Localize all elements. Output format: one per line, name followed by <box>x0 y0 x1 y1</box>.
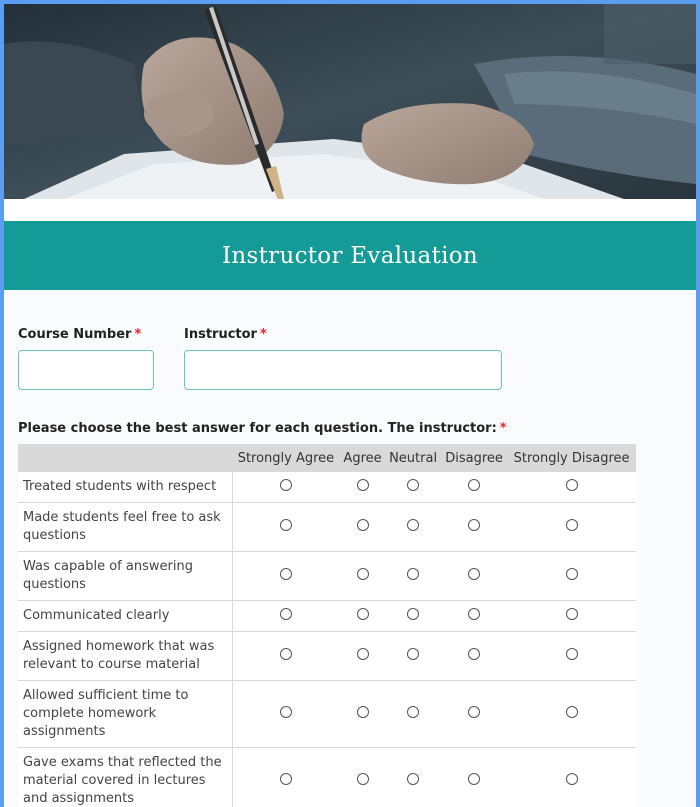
radio-cell <box>232 472 340 503</box>
instructor-label-text: Instructor <box>184 327 257 342</box>
rating-radio[interactable] <box>280 706 292 718</box>
matrix-row-statement: Was capable of answering questions <box>18 552 232 601</box>
radio-cell <box>507 552 636 601</box>
rating-radio[interactable] <box>566 706 578 718</box>
column-header: Strongly Disagree <box>507 444 636 472</box>
radio-cell <box>441 632 507 681</box>
radio-cell <box>507 632 636 681</box>
radio-cell <box>340 681 385 748</box>
radio-cell <box>340 632 385 681</box>
rating-radio[interactable] <box>566 608 578 620</box>
radio-cell <box>385 601 441 632</box>
matrix-question <box>18 421 507 436</box>
rating-radio[interactable] <box>407 519 419 531</box>
course-number-label <box>18 327 141 342</box>
radio-cell <box>441 748 507 807</box>
rating-radio[interactable] <box>280 773 292 785</box>
matrix-corner <box>18 444 232 472</box>
rating-radio[interactable] <box>566 519 578 531</box>
rating-radio[interactable] <box>280 568 292 580</box>
matrix-row-statement: Assigned homework that was relevant to course material <box>18 632 232 681</box>
matrix-row <box>18 552 636 601</box>
rating-radio[interactable] <box>407 608 419 620</box>
header-gap <box>4 199 696 221</box>
radio-cell <box>340 601 385 632</box>
radio-cell <box>385 632 441 681</box>
rating-radio[interactable] <box>468 568 480 580</box>
instructor-input[interactable] <box>184 350 502 390</box>
matrix-row-statement: Gave exams that reflected the material covered in lectures and assignments <box>18 748 232 807</box>
rating-radio[interactable] <box>357 608 369 620</box>
title-bar <box>4 221 696 290</box>
required-mark: * <box>259 327 267 342</box>
matrix-question-text: Please choose the best answer for each question. The instructor: <box>18 421 497 436</box>
radio-cell <box>385 472 441 503</box>
radio-cell <box>441 472 507 503</box>
radio-cell <box>441 601 507 632</box>
matrix-row <box>18 601 636 632</box>
radio-cell <box>340 472 385 503</box>
radio-cell <box>441 503 507 552</box>
column-header: Neutral <box>385 444 441 472</box>
rating-matrix <box>18 444 636 807</box>
writing-hand-photo <box>4 4 696 199</box>
form-body <box>4 290 696 807</box>
radio-cell <box>385 552 441 601</box>
rating-radio[interactable] <box>280 648 292 660</box>
rating-radio[interactable] <box>468 479 480 491</box>
rating-radio[interactable] <box>357 706 369 718</box>
rating-radio[interactable] <box>566 568 578 580</box>
matrix-row <box>18 472 636 503</box>
rating-radio[interactable] <box>357 648 369 660</box>
radio-cell <box>385 503 441 552</box>
matrix-row-statement: Made students feel free to ask questions <box>18 503 232 552</box>
rating-radio[interactable] <box>566 479 578 491</box>
rating-radio[interactable] <box>468 706 480 718</box>
radio-cell <box>441 552 507 601</box>
rating-radio[interactable] <box>407 648 419 660</box>
rating-radio[interactable] <box>407 706 419 718</box>
matrix-row <box>18 748 636 807</box>
rating-radio[interactable] <box>407 568 419 580</box>
column-header: Disagree <box>441 444 507 472</box>
form-frame <box>4 4 696 807</box>
matrix-row <box>18 503 636 552</box>
radio-cell <box>441 681 507 748</box>
radio-cell <box>232 681 340 748</box>
rating-radio[interactable] <box>357 568 369 580</box>
rating-radio[interactable] <box>280 519 292 531</box>
rating-radio[interactable] <box>468 608 480 620</box>
required-mark: * <box>499 421 507 436</box>
rating-radio[interactable] <box>566 648 578 660</box>
matrix-body <box>18 472 636 807</box>
matrix-row-statement: Communicated clearly <box>18 601 232 632</box>
required-mark: * <box>134 327 142 342</box>
rating-radio[interactable] <box>468 773 480 785</box>
rating-radio[interactable] <box>468 648 480 660</box>
radio-cell <box>507 503 636 552</box>
rating-radio[interactable] <box>407 773 419 785</box>
rating-radio[interactable] <box>357 773 369 785</box>
radio-cell <box>232 601 340 632</box>
rating-radio[interactable] <box>407 479 419 491</box>
matrix-row <box>18 632 636 681</box>
column-header: Agree <box>340 444 385 472</box>
form-title: Instructor Evaluation <box>222 242 478 269</box>
matrix-row-statement: Treated students with respect <box>18 472 232 503</box>
column-header: Strongly Agree <box>232 444 340 472</box>
instructor-label <box>184 327 267 342</box>
radio-cell <box>385 681 441 748</box>
matrix-header-row <box>18 444 636 472</box>
course-number-input[interactable] <box>18 350 154 390</box>
radio-cell <box>232 632 340 681</box>
course-number-label-text: Course Number <box>18 327 132 342</box>
radio-cell <box>232 552 340 601</box>
matrix-row-statement: Allowed sufficient time to complete homework assignments <box>18 681 232 748</box>
radio-cell <box>232 748 340 807</box>
radio-cell <box>232 503 340 552</box>
radio-cell <box>507 681 636 748</box>
matrix-row <box>18 681 636 748</box>
radio-cell <box>340 748 385 807</box>
rating-radio[interactable] <box>357 519 369 531</box>
rating-radio[interactable] <box>468 519 480 531</box>
radio-cell <box>340 552 385 601</box>
radio-cell <box>385 748 441 807</box>
rating-radio[interactable] <box>357 479 369 491</box>
radio-cell <box>340 503 385 552</box>
rating-radio[interactable] <box>280 608 292 620</box>
radio-cell <box>507 748 636 807</box>
header-image <box>4 4 696 199</box>
rating-radio[interactable] <box>566 773 578 785</box>
rating-radio[interactable] <box>280 479 292 491</box>
radio-cell <box>507 472 636 503</box>
radio-cell <box>507 601 636 632</box>
